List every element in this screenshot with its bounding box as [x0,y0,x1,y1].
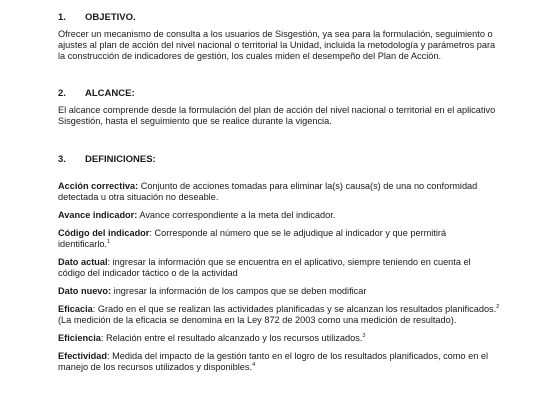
section-heading-alcance [58,88,500,100]
definition-text: : Relación entre el resultado alcanzado y los recursos utilizados. [100,333,363,343]
definition-text: ingresar la información de los campos que se deben modificar [111,286,367,296]
definition-term: Eficiencia [58,333,101,343]
definition-accion-correctiva [58,181,500,203]
definition-term: Eficacia [58,304,93,314]
footnote-ref[interactable]: 1 [107,238,111,245]
section-body-objetivo: Ofrecer un mecanismo de consulta a los usuarios de Sisgestión, ya sea para la formulación, seguimiento o ajustes al plan de acción del nivel nacional o territorial la Unidad, incluida la metodología y parámetros para la construcción de indicadores de gestión, los cuales miden el desempeño del Plan de Acción. [58,29,496,61]
definition-dato-nuevo [58,286,500,297]
definition-efectividad [58,351,500,373]
definition-text-continued: (La medición de la eficacia se denomina en la Ley 872 de 2003 como una medición de resultado). [58,315,457,325]
definition-dato-actual [58,257,500,279]
definition-term: Dato nuevo: [58,286,112,296]
document-page [58,12,500,380]
definition-term: Efectividad [58,351,108,361]
definition-term: Dato actual [58,257,108,267]
footnote-ref[interactable]: 4 [252,361,256,368]
definition-term: Código del indicador [58,228,150,238]
section-number: 3. [58,154,66,165]
definition-text: : Grado en el que se realizan las actividades planificadas y se alcanzan los resultados planificados. [92,304,497,314]
definition-codigo-indicador [58,228,500,250]
section-title: DEFINICIONES: [85,154,156,165]
definition-eficacia [58,304,500,326]
definition-text: : Medida del impacto de la gestión tanto en el logro de los resultados planificados, como en el manejo de los recursos utilizados y disponibles. [58,351,489,372]
definition-text: Avance correspondiente a la meta del indicador. [137,210,336,220]
definition-term: Avance indicador: [58,210,138,220]
definition-term: Acción correctiva: [58,181,139,191]
section-heading-definiciones [58,154,500,166]
definition-eficiencia [58,333,500,344]
definition-text: : ingresar la información que se encuentra en el aplicativo, siempre teniendo en cuenta el código del indicador táctico o de la actividad [58,257,471,278]
footnote-ref[interactable]: 2 [496,303,500,310]
footnote-ref[interactable]: 3 [362,332,366,339]
section-number: 2. [58,88,66,99]
section-title: ALCANCE: [85,88,135,99]
section-heading-objetivo [58,12,500,24]
section-body-alcance: El alcance comprende desde la formulación del plan de acción del nivel nacional o territorial en el aplicativo Sisgestión, hasta el seguimiento que se realice durante la vigencia. [58,105,496,126]
section-title: OBJETIVO. [85,12,136,23]
definition-text: Conjunto de acciones tomadas para eliminar la(s) causa(s) de una no conformidad detectada u otra situación no deseable. [58,181,478,202]
section-number: 1. [58,12,66,23]
definition-text: : Corresponde al número que se le adjudique al indicador y que permitirá identificarlo. [58,228,447,249]
definition-avance-indicador [58,210,500,221]
